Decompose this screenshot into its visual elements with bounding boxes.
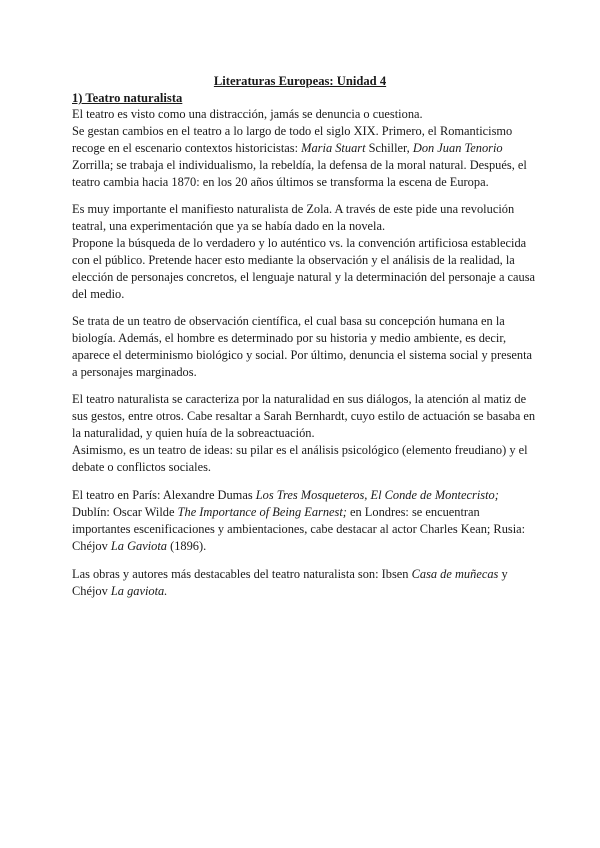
text-line [72, 504, 480, 521]
text-line: Propone la búsqueda de lo verdadero y lo auténtico vs. la convención artificiosa establecida [72, 236, 527, 250]
text-line: Se trata de un teatro de observación científica, el cual basa su concepción humana en la [72, 314, 505, 328]
text-run: (1896). [167, 539, 207, 553]
text-line [72, 487, 499, 504]
work-title: Los Tres Mosqueteros [255, 488, 365, 502]
work-title: La gaviota. [110, 584, 168, 598]
text-line: teatral, una experimentación que ya se había dado en la novela. [72, 219, 386, 233]
text-line [72, 566, 508, 583]
text-line: sus gestos, entre otros. Cabe resaltar a Sarah Bernhardt, cuyo estilo de actuación se basaba en [72, 409, 536, 423]
text-line: del medio. [72, 287, 125, 301]
text-run: Las obras y autores más destacables del teatro naturalista son: Ibsen [72, 567, 412, 581]
text-line: debate o conflictos sociales. [72, 460, 212, 474]
text-line: El teatro es visto como una distracción, jamás se denuncia o cuestiona. [72, 107, 423, 121]
text-line: Se gestan cambios en el teatro a lo largo de todo el siglo XIX. Primero, el Romanticismo [72, 124, 513, 138]
text-line: biología. Además, el hombre es determinado por su historia y medio ambiente, es decir, [72, 331, 507, 345]
text-line: con el público. Pretende hacer esto mediante la observación y el análisis de la realidad, la [72, 253, 515, 267]
work-title: Maria Stuart [301, 141, 366, 155]
text-run: El teatro en París: Alexandre Dumas [72, 488, 256, 502]
document-title: Literaturas Europeas: Unidad 4 [213, 74, 387, 88]
text-line [72, 583, 167, 600]
text-line: importantes escenificaciones y ambientaciones, cabe destacar al actor Charles Kean; Rusia: [72, 522, 526, 536]
text-run: Chéjov [72, 539, 111, 553]
text-line: El teatro naturalista se caracteriza por la naturalidad en sus diálogos, la atención al matiz de [72, 392, 527, 406]
text-line: a personajes marginados. [72, 365, 197, 379]
text-line: Asimismo, es un teatro de ideas: su pilar es el análisis psicológico (elemento freudiano) y el [72, 443, 528, 457]
work-title: Don Juan Tenorio [412, 141, 503, 155]
text-run: Chéjov [72, 584, 111, 598]
work-title: Casa de muñecas [411, 567, 499, 581]
text-line: aparece el determinismo biológico y social. Por último, denuncia el sistema social y presenta [72, 348, 533, 362]
text-run: recoge en el escenario contextos historicistas: [72, 141, 302, 155]
text-line: elección de personajes concretos, el lenguaje natural y la determinación del personaje a causa [72, 270, 536, 284]
text-run: Schiller, [365, 141, 413, 155]
text-run: y [498, 567, 508, 581]
work-title: La Gaviota [110, 539, 167, 553]
section-heading: 1) Teatro naturalista [72, 91, 183, 105]
text-line: teatro cambia hacia 1870: en los 20 años últimos se transforma la escena de Europa. [72, 175, 489, 189]
work-title: The Importance of Being Earnest; [177, 505, 347, 519]
work-title: El Conde de Montecristo; [370, 488, 499, 502]
text-run: , [364, 488, 371, 502]
text-line: Es muy importante el manifiesto naturalista de Zola. A través de este pide una revolución [72, 202, 515, 216]
text-run: Dublín: Oscar Wilde [72, 505, 178, 519]
text-line: Zorrilla; se trabaja el individualismo, la rebeldía, la defensa de la moral natural. Después, el [72, 158, 527, 172]
text-run: en Londres: se encuentran [346, 505, 480, 519]
text-line [72, 538, 206, 555]
text-line [72, 140, 503, 157]
text-line: la naturalidad, y quien huía de la sobreactuación. [72, 426, 315, 440]
